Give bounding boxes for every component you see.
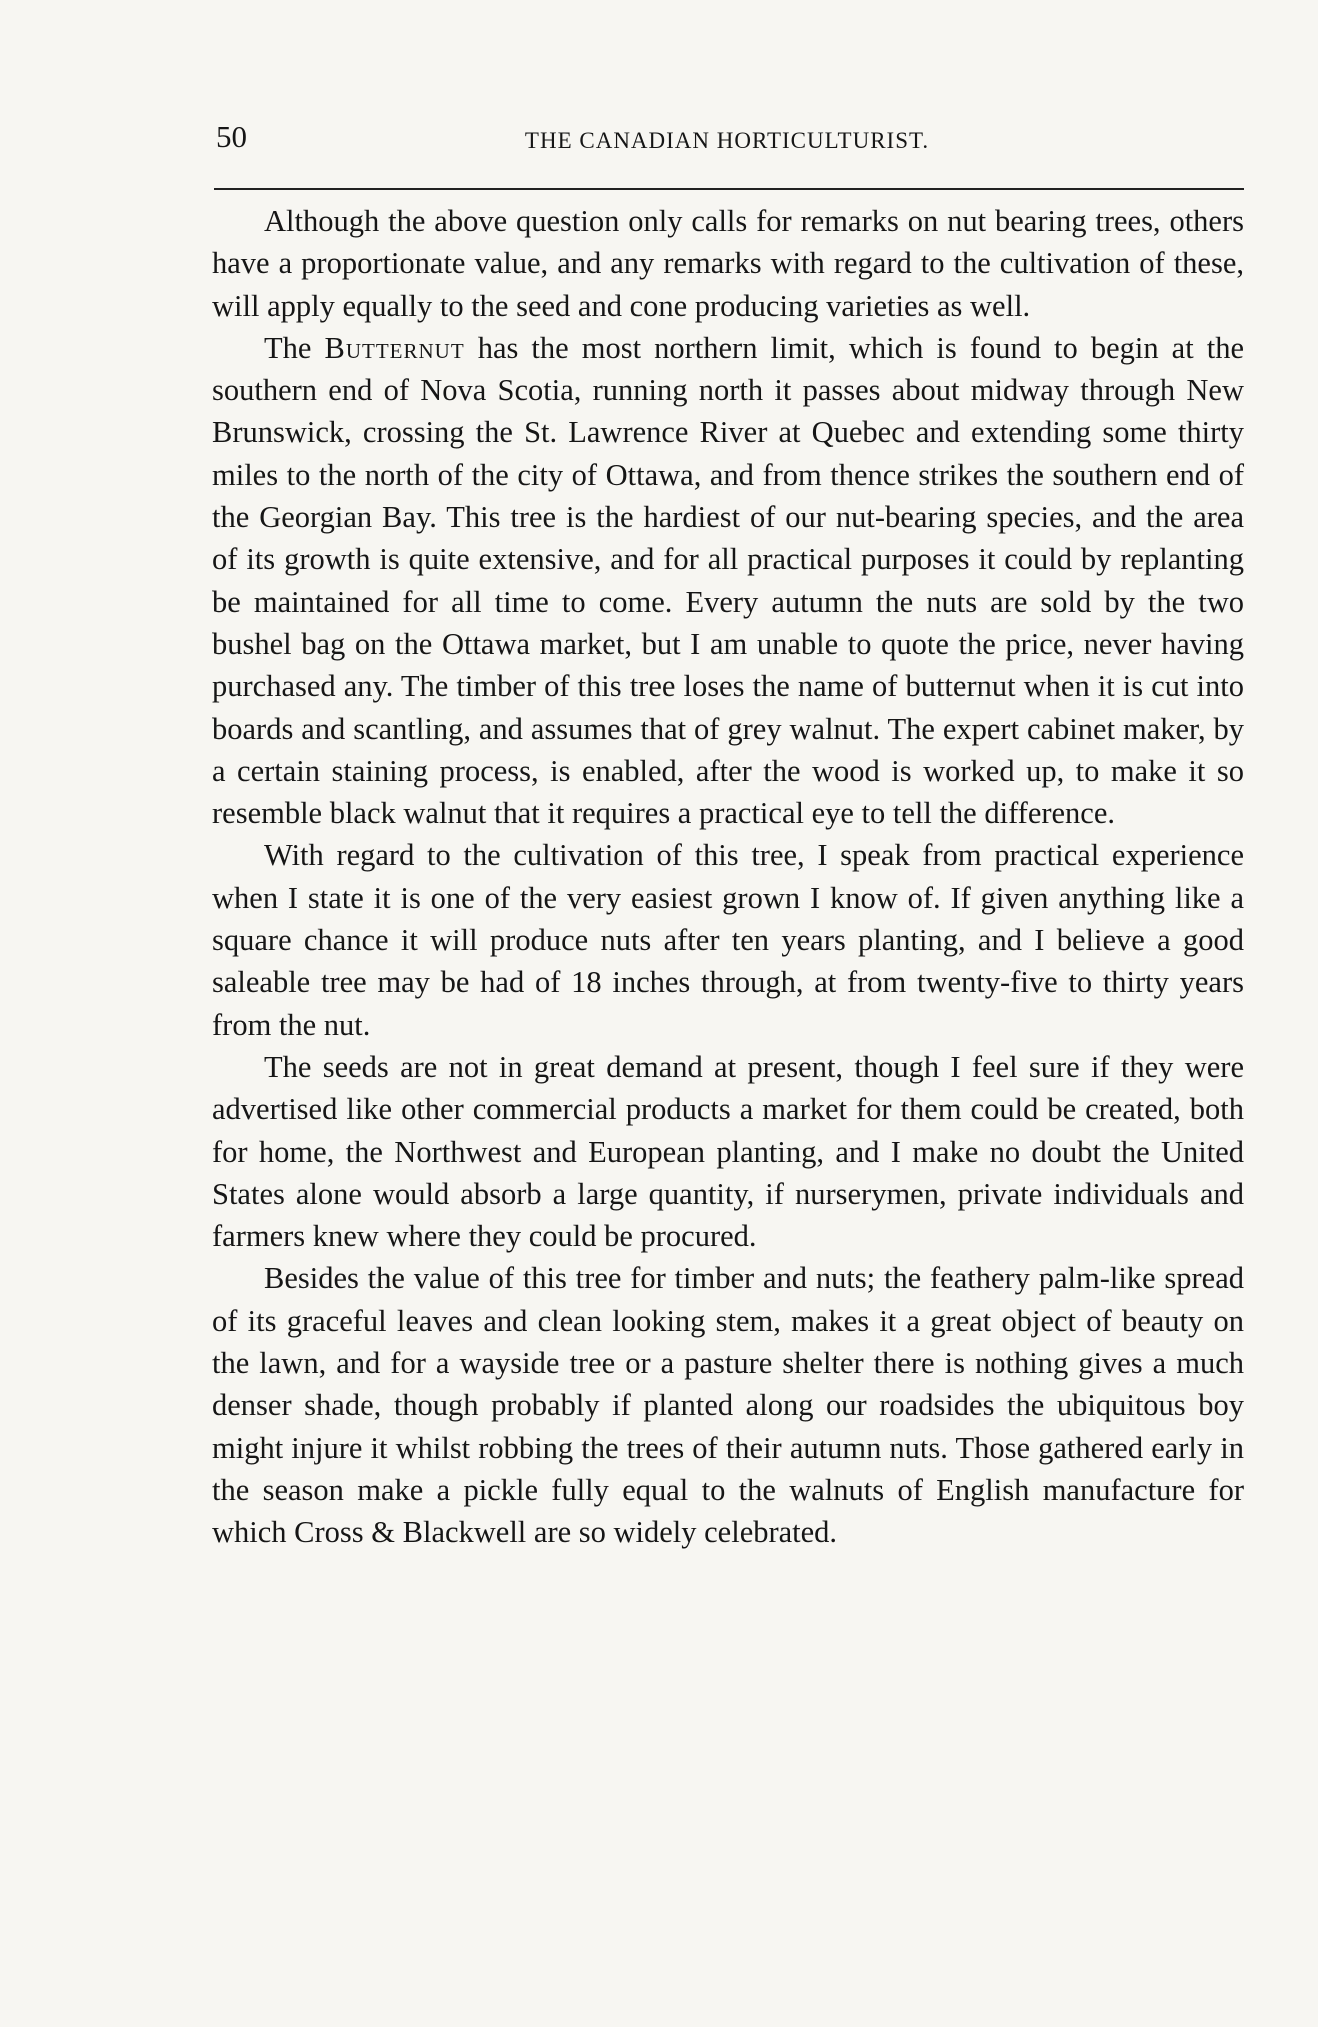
paragraph-3-text: With regard to the cultivation of this tree, I speak from practical experience when I state it is one of the very easiest grown I know of. If given anything like a square chance it will produce nuts after ten years planting, and I believe a good saleable tree may be had of 18 inches through, at from twenty-five to thirty years from the nut.	[212, 838, 1244, 1042]
page-number: 50	[216, 119, 247, 154]
paragraph-5-text: Besides the value of this tree for timber and nuts; the feathery palm-like spread of its graceful leaves and clean looking stem, makes it a great object of beauty on the lawn, and for a wayside tree or a pasture shelter there is nothing gives a much denser shade, though probably if planted along our roadsides the ubiquitous boy might injure it whilst robbing the trees of their autumn nuts. Those gathered early in the season make a pickle fully equal to the walnuts of English manufacture for which Cross & Blackwell are so widely celebrated.	[212, 1261, 1244, 1550]
butternut-lead-word: Butternut	[324, 330, 465, 365]
paragraph-3	[212, 834, 1244, 1045]
paragraph-4-text: The seeds are not in great demand at present, though I feel sure if they were advertised like other commercial products a market for them could be created, both for home, the Northwest and European planting, and I make no doubt the United States alone would absorb a large quantity, if nurserymen, private individuals and farmers knew where they could be procured.	[212, 1049, 1244, 1254]
paragraph-5	[212, 1257, 1244, 1553]
paragraph-1	[212, 200, 1244, 327]
page-header	[212, 118, 1242, 162]
article-body	[212, 200, 1244, 1554]
running-title: THE CANADIAN HORTICULTURIST.	[524, 128, 930, 153]
paragraph-2-prefix: The	[264, 330, 325, 365]
paragraph-4	[212, 1046, 1244, 1257]
header-rule	[214, 188, 1244, 190]
paragraph-2-text: has the most northern limit, which is found to begin at the southern end of Nova Scotia, running north it passes about midway through New Brunswick, crossing the St. Lawrence River at Quebec and extending some thirty miles to the north of the city of Ottawa, and from thence strikes the southern end of the Georgian Bay. This tree is the hardiest of our nut-bearing species, and the area of its growth is quite extensive, and for all practical purposes it could by replanting be maintained for all time to come. Every autumn the nuts are sold by the two bushel bag on the Ottawa market, but I am unable to quote the price, never having purchased any. The timber of this tree loses the name of butternut when it is cut into boards and scantling, and assumes that of grey walnut. The expert cabinet maker, by a certain staining process, is enabled, after the wood is worked up, to make it so resemble black walnut that it requires a practical eye to tell the difference.	[212, 330, 1244, 831]
paragraph-1-text: Although the above question only calls for remarks on nut bearing trees, others have a proportionate value, and any remarks with regard to the cultivation of these, will apply equally to the seed and cone producing varieties as well.	[212, 204, 1244, 323]
paragraph-2	[212, 327, 1244, 835]
